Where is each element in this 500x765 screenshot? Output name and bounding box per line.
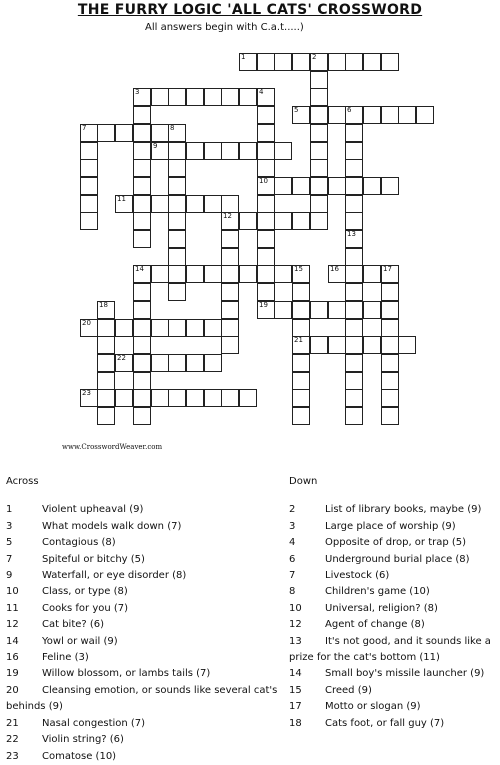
grid-cell[interactable] (257, 230, 275, 248)
grid-cell[interactable] (257, 53, 275, 71)
down-clue (289, 634, 496, 667)
grid-cell[interactable] (133, 336, 151, 354)
grid-cell[interactable] (133, 389, 151, 407)
grid-cell[interactable] (257, 212, 275, 230)
across-clue-text: Spiteful or bitchy (5) (42, 553, 145, 565)
grid-cell[interactable] (345, 248, 363, 266)
across-clue (6, 601, 286, 617)
grid-cell[interactable] (345, 159, 363, 177)
grid-cell[interactable] (345, 319, 363, 337)
down-clue (289, 519, 496, 535)
grid-cell[interactable] (221, 248, 239, 266)
grid-cell[interactable] (345, 142, 363, 160)
grid-cell[interactable] (133, 124, 151, 142)
across-clue-number: 21 (6, 717, 19, 729)
grid-cell[interactable] (151, 142, 169, 160)
grid-cell[interactable] (310, 336, 328, 354)
across-clue-text: Violin string? (6) (42, 734, 124, 746)
grid-cell[interactable] (168, 177, 186, 195)
grid-cell[interactable] (80, 389, 98, 407)
grid-cell[interactable] (221, 301, 239, 319)
grid-cell[interactable] (257, 159, 275, 177)
grid-cell[interactable] (363, 265, 381, 283)
clue-number: 12 (223, 212, 232, 220)
grid-cell[interactable] (204, 265, 222, 283)
across-clue-number: 1 (6, 504, 13, 516)
grid-cell[interactable] (80, 159, 98, 177)
across-clue (6, 666, 286, 682)
grid-cell[interactable] (345, 372, 363, 390)
down-clue-text: Livestock (6) (325, 570, 390, 582)
grid-cell[interactable] (398, 106, 416, 124)
grid-cell[interactable] (168, 124, 186, 142)
grid-cell[interactable] (168, 354, 186, 372)
down-clue (289, 601, 496, 617)
grid-cell[interactable] (292, 372, 310, 390)
grid-cell[interactable] (274, 301, 292, 319)
down-clue-text: Large place of worship (9) (325, 520, 456, 532)
grid-cell[interactable] (381, 336, 399, 354)
grid-cell[interactable] (151, 319, 169, 337)
down-clue-number: 3 (289, 520, 296, 532)
grid-cell[interactable] (115, 124, 133, 142)
grid-cell[interactable] (363, 106, 381, 124)
across-clue (6, 535, 286, 551)
down-clue (289, 535, 496, 551)
grid-cell[interactable] (328, 336, 346, 354)
across-clue-text: Cleansing emotion, or sounds like several cat's behinds (9) (6, 684, 278, 713)
across-clue-number: 11 (6, 602, 19, 614)
grid-cell[interactable] (133, 195, 151, 213)
grid-cell[interactable] (186, 319, 204, 337)
grid-cell[interactable] (381, 407, 399, 425)
grid-cell[interactable] (257, 248, 275, 266)
grid-cell[interactable] (221, 212, 239, 230)
grid-cell[interactable] (239, 265, 257, 283)
across-clue-text: Willow blossom, or lambs tails (7) (42, 668, 211, 680)
across-clue-text: Waterfall, or eye disorder (8) (42, 570, 187, 582)
down-clue (289, 502, 496, 518)
across-clue-number: 19 (6, 668, 19, 680)
grid-cell[interactable] (168, 389, 186, 407)
grid-cell[interactable] (133, 142, 151, 160)
clue-number: 9 (153, 142, 158, 150)
credit-text: www.CrosswordWeaver.com (62, 443, 163, 451)
grid-cell[interactable] (168, 159, 186, 177)
grid-cell[interactable] (310, 142, 328, 160)
across-clue (6, 732, 286, 748)
clue-number: 20 (82, 319, 91, 327)
down-clue-number: 13 (289, 635, 302, 647)
down-heading: Down (289, 476, 318, 487)
grid-cell[interactable] (328, 301, 346, 319)
down-clue-text: Small boy's missile launcher (9) (325, 668, 485, 680)
grid-cell[interactable] (151, 265, 169, 283)
across-clue-number: 10 (6, 586, 19, 598)
across-clue (6, 568, 286, 584)
across-clue (6, 749, 286, 765)
clue-number: 16 (330, 265, 339, 273)
grid-cell[interactable] (97, 336, 115, 354)
grid-cell[interactable] (345, 407, 363, 425)
grid-cell[interactable] (204, 389, 222, 407)
down-clue-text: It's not good, and it sounds like a prize for the cat's bottom (11) (289, 635, 491, 664)
crossword-subtitle: All answers begin with C.a.t.....) (145, 22, 304, 33)
grid-cell[interactable] (345, 106, 363, 124)
across-clue-text: Violent upheaval (9) (42, 504, 144, 516)
grid-cell[interactable] (221, 336, 239, 354)
clue-number: 1 (241, 53, 246, 61)
grid-cell[interactable] (168, 142, 186, 160)
grid-cell[interactable] (80, 195, 98, 213)
grid-cell[interactable] (168, 248, 186, 266)
grid-cell[interactable] (97, 407, 115, 425)
grid-cell[interactable] (80, 319, 98, 337)
grid-cell[interactable] (310, 53, 328, 71)
grid-cell[interactable] (97, 319, 115, 337)
grid-cell[interactable] (257, 142, 275, 160)
grid-cell[interactable] (151, 389, 169, 407)
grid-cell[interactable] (416, 106, 434, 124)
clue-number: 13 (347, 230, 356, 238)
grid-cell[interactable] (345, 389, 363, 407)
grid-cell[interactable] (115, 354, 133, 372)
grid-cell[interactable] (292, 106, 310, 124)
grid-cell[interactable] (168, 319, 186, 337)
down-clue (289, 666, 496, 682)
grid-cell[interactable] (204, 354, 222, 372)
across-clue-text: Nasal congestion (7) (42, 717, 146, 729)
down-clue-number: 2 (289, 504, 296, 516)
across-clue (6, 502, 286, 518)
grid-cell[interactable] (381, 177, 399, 195)
grid-cell[interactable] (328, 53, 346, 71)
across-clue-number: 14 (6, 635, 19, 647)
across-clue-text: Cat bite? (6) (42, 619, 105, 631)
clue-number: 7 (82, 124, 87, 132)
down-clues (289, 474, 496, 732)
grid-cell[interactable] (115, 319, 133, 337)
down-clue (289, 716, 496, 732)
grid-cell[interactable] (257, 195, 275, 213)
grid-cell[interactable] (97, 354, 115, 372)
grid-cell[interactable] (257, 106, 275, 124)
grid-cell[interactable] (80, 142, 98, 160)
across-clue (6, 552, 286, 568)
grid-cell[interactable] (151, 88, 169, 106)
grid-cell[interactable] (239, 142, 257, 160)
grid-cell[interactable] (381, 106, 399, 124)
grid-cell[interactable] (274, 142, 292, 160)
grid-cell[interactable] (115, 195, 133, 213)
across-clue (6, 683, 286, 716)
grid-cell[interactable] (133, 354, 151, 372)
grid-cell[interactable] (221, 195, 239, 213)
grid-cell[interactable] (257, 301, 275, 319)
grid-cell[interactable] (292, 407, 310, 425)
grid-cell[interactable] (133, 372, 151, 390)
grid-cell[interactable] (328, 106, 346, 124)
grid-cell[interactable] (221, 319, 239, 337)
down-clue (289, 617, 496, 633)
grid-cell[interactable] (345, 195, 363, 213)
clue-number: 4 (259, 88, 264, 96)
grid-cell[interactable] (115, 389, 133, 407)
across-clue-number: 5 (6, 537, 13, 549)
grid-cell[interactable] (97, 372, 115, 390)
grid-cell[interactable] (168, 230, 186, 248)
grid-cell[interactable] (328, 265, 346, 283)
grid-cell[interactable] (257, 283, 275, 301)
grid-cell[interactable] (186, 265, 204, 283)
grid-cell[interactable] (381, 283, 399, 301)
grid-cell[interactable] (274, 265, 292, 283)
grid-cell[interactable] (345, 283, 363, 301)
grid-cell[interactable] (292, 336, 310, 354)
grid-cell[interactable] (381, 319, 399, 337)
clue-number: 3 (135, 88, 140, 96)
clue-number: 8 (170, 124, 175, 132)
across-clue-text: Class, or type (8) (42, 586, 128, 598)
grid-cell[interactable] (204, 88, 222, 106)
across-clue-text: Contagious (8) (42, 537, 116, 549)
grid-cell[interactable] (381, 301, 399, 319)
down-clue-number: 14 (289, 668, 302, 680)
grid-cell[interactable] (221, 88, 239, 106)
grid-cell[interactable] (168, 88, 186, 106)
grid-cell[interactable] (345, 212, 363, 230)
across-clue (6, 716, 286, 732)
grid-cell[interactable] (133, 88, 151, 106)
grid-cell[interactable] (221, 265, 239, 283)
grid-cell[interactable] (151, 354, 169, 372)
down-clue (289, 568, 496, 584)
down-clue-number: 12 (289, 619, 302, 631)
down-clue-number: 6 (289, 553, 296, 565)
down-clue-text: Agent of change (8) (325, 619, 425, 631)
across-clue (6, 650, 286, 666)
clue-number: 5 (294, 106, 299, 114)
grid-cell[interactable] (310, 195, 328, 213)
down-clue-text: Cats foot, or fall guy (7) (325, 717, 445, 729)
clue-number: 22 (117, 354, 126, 362)
clue-number: 14 (135, 265, 144, 273)
across-heading: Across (6, 476, 39, 487)
grid-cell[interactable] (80, 212, 98, 230)
crossword-title: THE FURRY LOGIC 'ALL CATS' CROSSWORD (77, 2, 423, 18)
down-clue-number: 7 (289, 570, 296, 582)
grid-cell[interactable] (345, 301, 363, 319)
across-clue-text: What models walk down (7) (42, 520, 182, 532)
across-clues (6, 474, 286, 765)
across-clue-text: Comatose (10) (42, 750, 117, 762)
grid-cell[interactable] (345, 177, 363, 195)
grid-cell[interactable] (257, 177, 275, 195)
down-clue-text: List of library books, maybe (9) (325, 504, 482, 516)
clue-number: 10 (259, 177, 268, 185)
grid-cell[interactable] (186, 195, 204, 213)
down-clue (289, 584, 496, 600)
grid-cell[interactable] (381, 389, 399, 407)
grid-cell[interactable] (363, 53, 381, 71)
grid-cell[interactable] (292, 354, 310, 372)
across-clue (6, 519, 286, 535)
grid-cell[interactable] (363, 336, 381, 354)
grid-cell[interactable] (310, 124, 328, 142)
clue-number: 23 (82, 389, 91, 397)
across-clue-text: Yowl or wail (9) (42, 635, 118, 647)
clue-number: 6 (347, 106, 352, 114)
grid-cell[interactable] (345, 354, 363, 372)
grid-cell[interactable] (168, 195, 186, 213)
grid-cell[interactable] (186, 88, 204, 106)
grid-cell[interactable] (133, 407, 151, 425)
grid-cell[interactable] (133, 159, 151, 177)
grid-cell[interactable] (398, 336, 416, 354)
grid-cell[interactable] (133, 177, 151, 195)
clue-number: 2 (312, 53, 317, 61)
grid-cell[interactable] (133, 283, 151, 301)
grid-cell[interactable] (328, 177, 346, 195)
grid-cell[interactable] (168, 212, 186, 230)
down-clue-number: 18 (289, 717, 302, 729)
down-clue (289, 699, 496, 715)
grid-cell[interactable] (310, 71, 328, 89)
grid-cell[interactable] (151, 124, 169, 142)
across-clue-text: Cooks for you (7) (42, 602, 129, 614)
clue-number: 18 (99, 301, 108, 309)
down-clue-text: Children's game (10) (325, 586, 430, 598)
grid-cell[interactable] (381, 354, 399, 372)
grid-cell[interactable] (292, 53, 310, 71)
grid-cell[interactable] (381, 372, 399, 390)
down-clue-text: Creed (9) (325, 684, 372, 696)
across-clue-number: 7 (6, 553, 13, 565)
grid-cell[interactable] (204, 319, 222, 337)
grid-cell[interactable] (204, 195, 222, 213)
down-clue-number: 17 (289, 701, 302, 713)
grid-cell[interactable] (292, 177, 310, 195)
grid-cell[interactable] (310, 159, 328, 177)
across-clue-number: 9 (6, 570, 13, 582)
across-clue-number: 16 (6, 652, 19, 664)
grid-cell[interactable] (292, 319, 310, 337)
grid-cell[interactable] (292, 212, 310, 230)
grid-cell[interactable] (239, 389, 257, 407)
grid-cell[interactable] (274, 177, 292, 195)
grid-cell[interactable] (310, 177, 328, 195)
across-clue (6, 634, 286, 650)
grid-cell[interactable] (363, 301, 381, 319)
down-clue (289, 683, 496, 699)
down-clue-text: Underground burial place (8) (325, 553, 470, 565)
down-clue-number: 10 (289, 602, 302, 614)
grid-cell[interactable] (257, 88, 275, 106)
across-clue-number: 22 (6, 734, 19, 746)
grid-cell[interactable] (345, 265, 363, 283)
clue-number: 17 (383, 265, 392, 273)
grid-cell[interactable] (239, 88, 257, 106)
grid-cell[interactable] (186, 354, 204, 372)
clue-number: 19 (259, 301, 268, 309)
grid-cell[interactable] (274, 53, 292, 71)
grid-cell[interactable] (310, 212, 328, 230)
grid-cell[interactable] (204, 142, 222, 160)
grid-cell[interactable] (97, 124, 115, 142)
grid-cell[interactable] (381, 265, 399, 283)
down-clue-text: Opposite of drop, or trap (5) (325, 537, 467, 549)
grid-cell[interactable] (310, 301, 328, 319)
grid-cell[interactable] (292, 283, 310, 301)
grid-cell[interactable] (168, 265, 186, 283)
grid-cell[interactable] (274, 212, 292, 230)
down-clue-number: 4 (289, 537, 296, 549)
grid-cell[interactable] (133, 230, 151, 248)
grid-cell[interactable] (381, 53, 399, 71)
clue-number: 11 (117, 195, 126, 203)
grid-cell[interactable] (221, 142, 239, 160)
grid-cell[interactable] (257, 124, 275, 142)
grid-cell[interactable] (151, 195, 169, 213)
grid-cell[interactable] (221, 283, 239, 301)
grid-cell[interactable] (292, 301, 310, 319)
grid-cell[interactable] (133, 106, 151, 124)
down-clue-number: 15 (289, 684, 302, 696)
down-clue-number: 8 (289, 586, 296, 598)
grid-cell[interactable] (345, 124, 363, 142)
grid-cell[interactable] (257, 265, 275, 283)
grid-cell[interactable] (80, 124, 98, 142)
across-clue-text: Feline (3) (42, 652, 89, 664)
grid-cell[interactable] (133, 212, 151, 230)
grid-cell[interactable] (221, 230, 239, 248)
grid-cell[interactable] (310, 106, 328, 124)
grid-cell[interactable] (239, 212, 257, 230)
down-clue-text: Motto or slogan (9) (325, 701, 421, 713)
grid-cell[interactable] (97, 301, 115, 319)
across-clue-number: 12 (6, 619, 19, 631)
across-clue (6, 617, 286, 633)
grid-cell[interactable] (292, 265, 310, 283)
grid-cell[interactable] (292, 389, 310, 407)
grid-cell[interactable] (345, 336, 363, 354)
across-clue-number: 23 (6, 750, 19, 762)
across-clue-number: 20 (6, 684, 19, 696)
grid-cell[interactable] (133, 265, 151, 283)
down-clue (289, 552, 496, 568)
grid-cell[interactable] (186, 142, 204, 160)
grid-cell[interactable] (186, 389, 204, 407)
across-clue (6, 584, 286, 600)
grid-cell[interactable] (168, 283, 186, 301)
clue-number: 21 (294, 336, 303, 344)
grid-cell[interactable] (345, 230, 363, 248)
grid-cell[interactable] (310, 88, 328, 106)
grid-cell[interactable] (133, 301, 151, 319)
grid-cell[interactable] (221, 389, 239, 407)
grid-cell[interactable] (239, 53, 257, 71)
grid-cell[interactable] (97, 389, 115, 407)
grid-cell[interactable] (363, 177, 381, 195)
across-clue-number: 3 (6, 520, 13, 532)
grid-cell[interactable] (80, 177, 98, 195)
grid-cell[interactable] (133, 319, 151, 337)
clue-number: 15 (294, 265, 303, 273)
grid-cell[interactable] (345, 53, 363, 71)
down-clue-text: Universal, religion? (8) (325, 602, 438, 614)
